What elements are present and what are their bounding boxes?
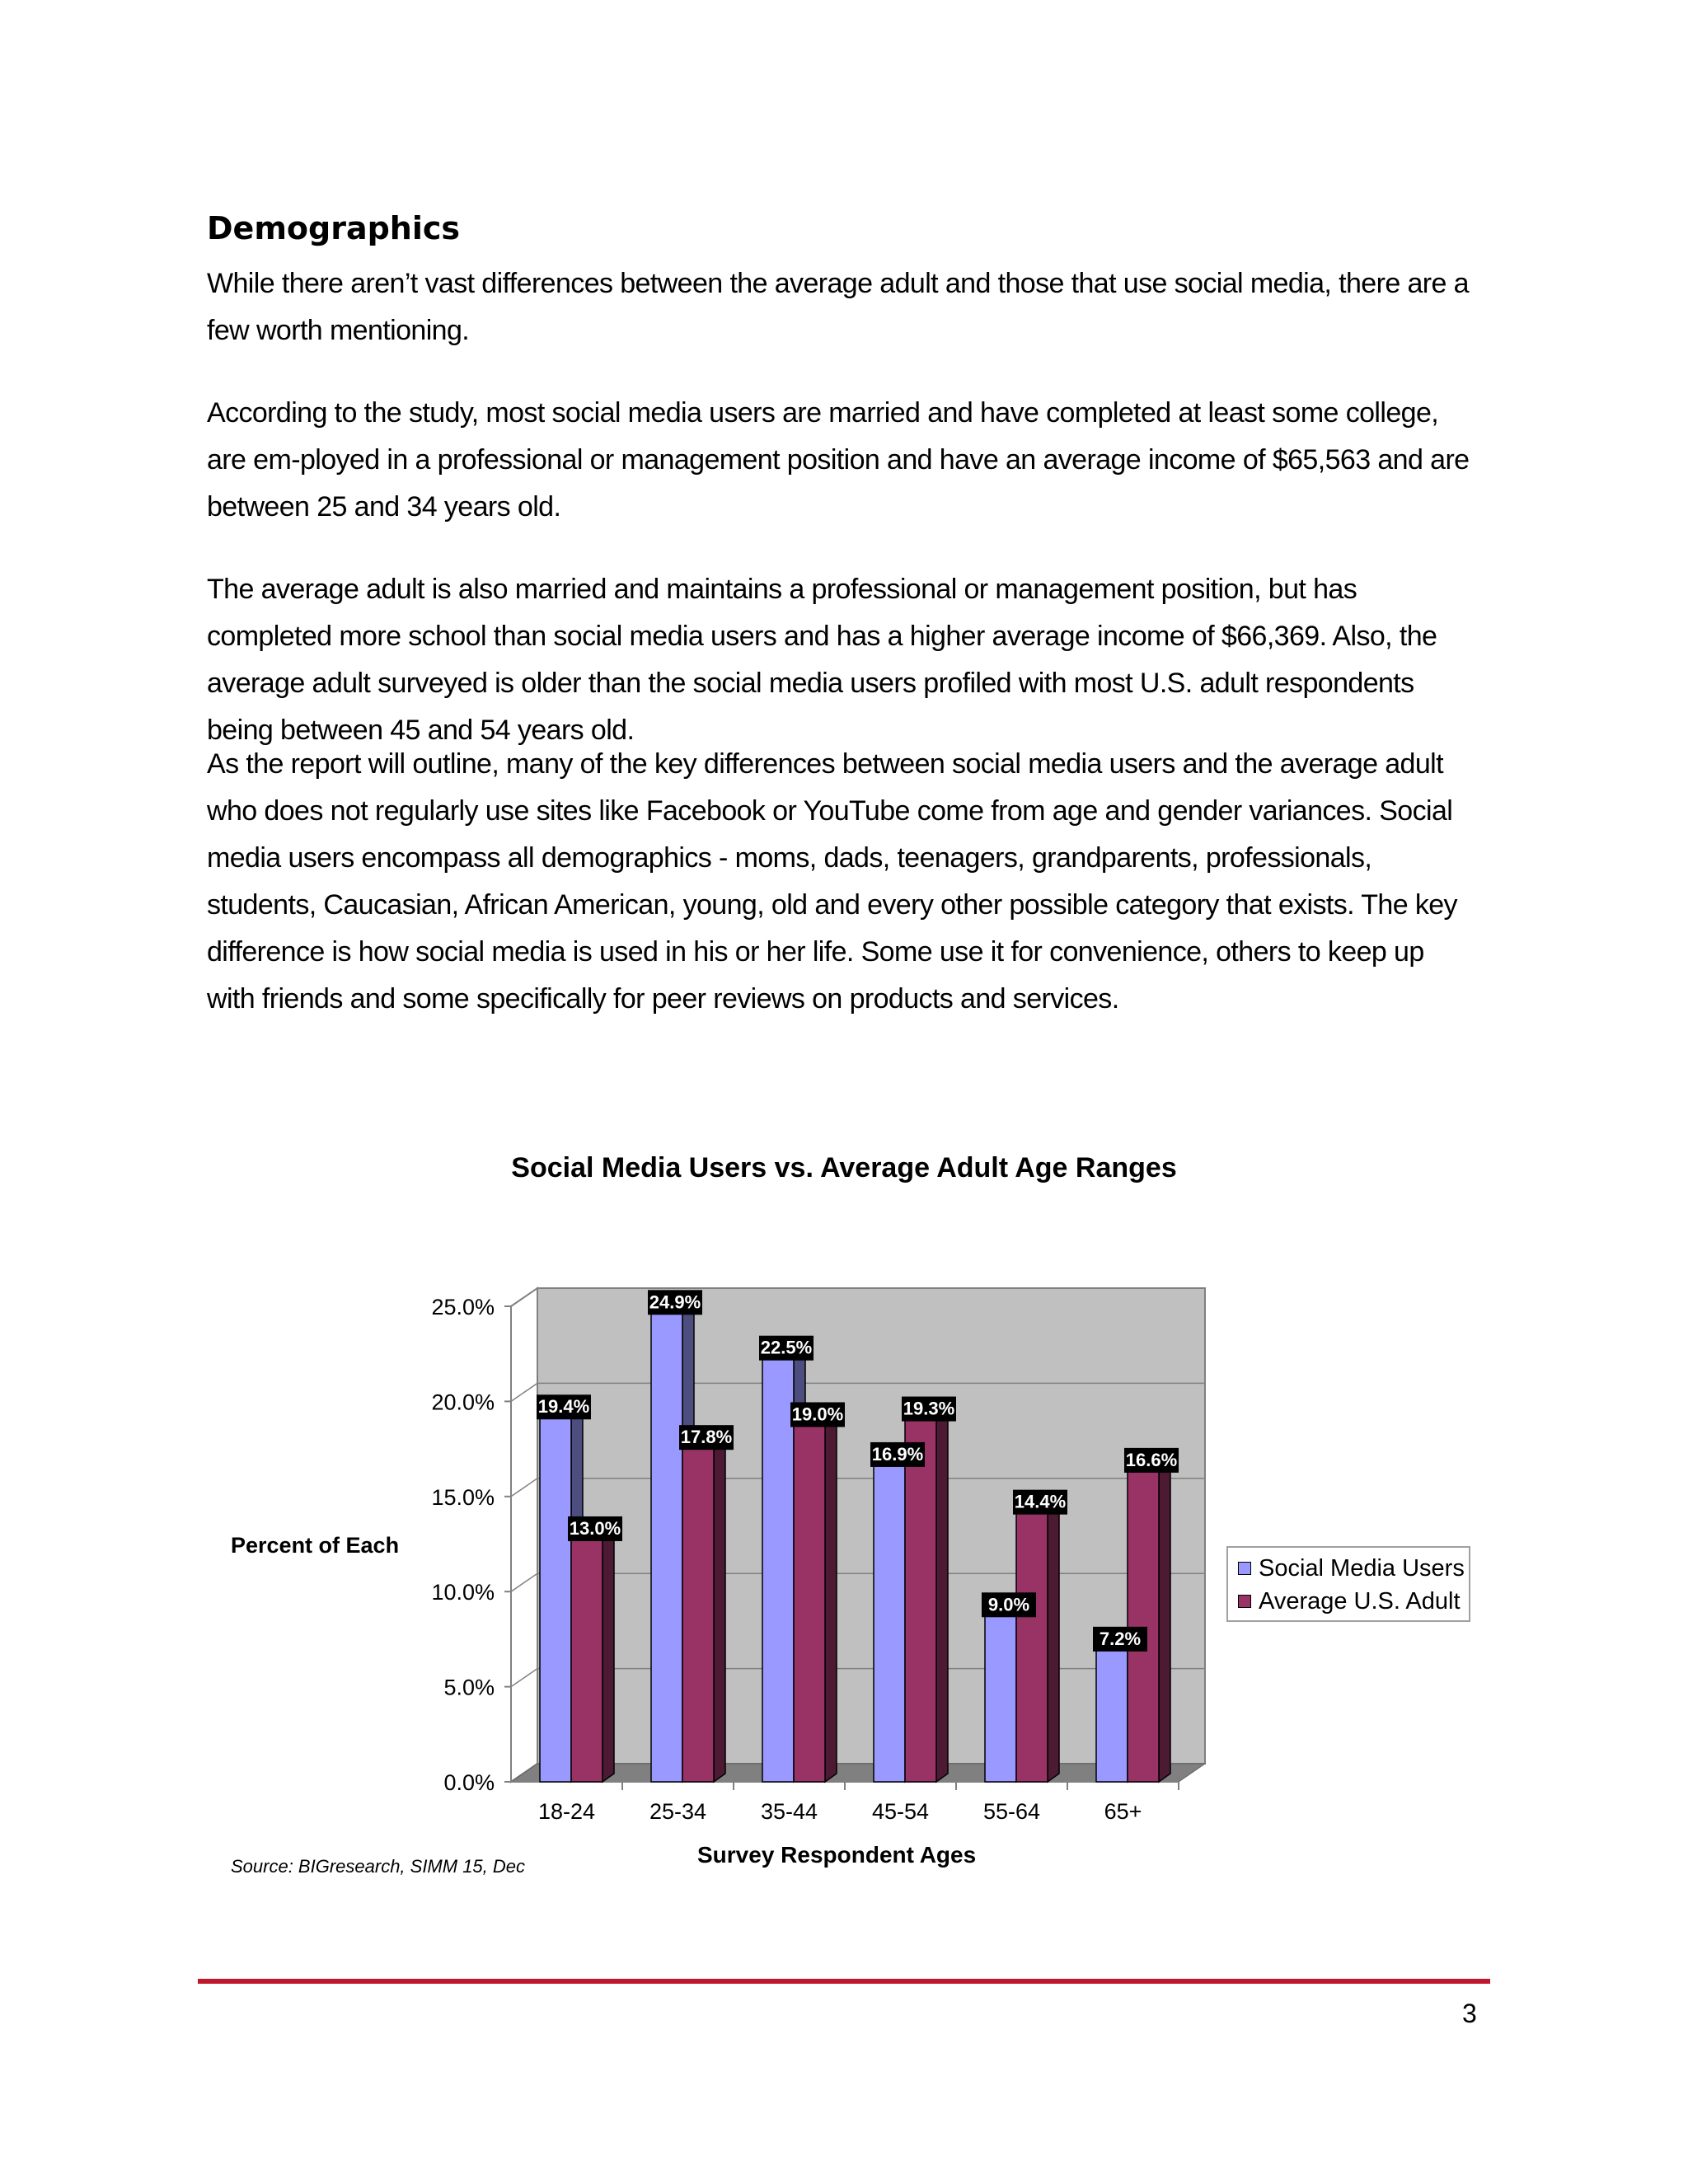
bar-average-u-s-adult-18-24: [571, 1526, 614, 1782]
data-label-text: 14.4%: [1014, 1491, 1067, 1512]
bar-front: [651, 1308, 682, 1782]
bar-front: [905, 1415, 936, 1782]
data-label-social-media-users-35-44: [759, 1336, 814, 1361]
section-heading: Demographics: [207, 210, 461, 246]
bar-front: [762, 1354, 794, 1782]
bar-side: [936, 1407, 948, 1782]
data-label-text: 16.6%: [1125, 1449, 1178, 1470]
paragraph-average-adult: The average adult is also married and maintains a professional or management position, but has completed more school than social media users and has a higher average income of $66,369. Also, the average adult surveyed is older than the social media users profiled with most U.S. adult respondents being between 45 and 54 years old.: [207, 574, 1437, 746]
plot-side-wall: [511, 1288, 537, 1782]
bar-front: [682, 1443, 714, 1782]
bar-average-u-s-adult-55-64: [1016, 1500, 1059, 1782]
data-label-text: 9.0%: [987, 1594, 1030, 1615]
page-number: 3: [1462, 1999, 1477, 2028]
source-note: Source: BIGresearch, SIMM 15, Dec: [231, 1856, 526, 1877]
legend-label-average-us-adult: Average U.S. Adult: [1259, 1587, 1461, 1615]
legend-label-social-media-users: Social Media Users: [1259, 1554, 1465, 1582]
data-label-text: 7.2%: [1099, 1628, 1142, 1649]
bar-front: [1016, 1508, 1048, 1782]
x-tick-label-35-44: 35-44: [760, 1799, 818, 1824]
data-label-text: 16.9%: [871, 1443, 924, 1465]
x-axis-title: Survey Respondent Ages: [697, 1842, 977, 1868]
bar-front: [1096, 1645, 1128, 1782]
bar-side: [603, 1526, 614, 1782]
chart-title: Social Media Users vs. Average Adult Age Ranges: [511, 1152, 1177, 1183]
data-label-average-u-s-adult-35-44: [790, 1402, 845, 1427]
bar-side: [714, 1435, 725, 1782]
chart-legend: [1226, 1546, 1470, 1622]
legend-swatch-social-media-users: [1238, 1562, 1251, 1575]
y-tick-label: 20.0%: [431, 1390, 495, 1415]
footer-rule: [198, 1979, 1490, 1984]
y-tick-label: 0.0%: [443, 1770, 495, 1795]
bar-front: [571, 1535, 603, 1782]
bar-average-u-s-adult-25-34: [682, 1435, 725, 1782]
x-tick-label-25-34: 25-34: [649, 1799, 707, 1824]
data-label-average-u-s-adult-55-64: [1013, 1490, 1067, 1515]
data-label-text: 19.0%: [791, 1404, 844, 1425]
bar-average-u-s-adult-65: [1128, 1458, 1170, 1782]
data-label-average-u-s-adult-65: [1124, 1448, 1179, 1473]
bar-average-u-s-adult-35-44: [794, 1412, 837, 1782]
bar-side: [1159, 1458, 1170, 1782]
data-label-text: 19.3%: [903, 1398, 955, 1419]
data-label-social-media-users-65: [1093, 1627, 1147, 1652]
data-label-text: 19.4%: [537, 1396, 590, 1418]
data-label-social-media-users-45-54: [870, 1442, 925, 1467]
bar-front: [985, 1610, 1016, 1782]
data-label-text: 13.0%: [569, 1517, 621, 1539]
y-tick-label: 10.0%: [431, 1580, 495, 1605]
bar-front: [874, 1460, 905, 1782]
data-label-social-media-users-55-64: [982, 1592, 1036, 1617]
legend-item-average-us-adult: [1238, 1585, 1469, 1618]
x-tick-label-18-24: 18-24: [537, 1799, 596, 1824]
data-label-average-u-s-adult-18-24: [568, 1516, 622, 1541]
bar-front: [540, 1413, 571, 1782]
x-tick-label-45-54: 45-54: [871, 1799, 930, 1824]
data-label-text: 17.8%: [680, 1427, 733, 1448]
y-tick-label: 25.0%: [431, 1295, 495, 1319]
paragraph-intro: While there aren’t vast differences between the average adult and those that use social media, there are a few worth mentioning.: [207, 268, 1469, 346]
data-label-social-media-users-25-34: [648, 1290, 702, 1315]
x-tick-label-65: 65+: [1104, 1799, 1142, 1824]
data-label-text: 24.9%: [649, 1291, 701, 1313]
data-label-social-media-users-18-24: [537, 1394, 591, 1419]
y-tick-label: 15.0%: [431, 1484, 495, 1510]
legend-swatch-average-us-adult: [1238, 1595, 1251, 1608]
y-axis-title: Percent of Each: [231, 1533, 400, 1558]
x-tick-label-55-64: 55-64: [982, 1799, 1041, 1824]
data-label-average-u-s-adult-25-34: [679, 1425, 734, 1450]
data-label-average-u-s-adult-45-54: [902, 1397, 956, 1422]
data-label-text: 22.5%: [760, 1337, 813, 1358]
bar-side: [1048, 1500, 1059, 1782]
bar-side: [825, 1412, 837, 1782]
legend-item-social-media-users: [1238, 1552, 1469, 1585]
bar-front: [1128, 1466, 1159, 1782]
bar-front: [794, 1420, 825, 1782]
paragraph-key-differences: As the report will outline, many of the key differences between social media users and the average adult who does not regularly use sites like Facebook or YouTube come from age and gender variances. Social media users encompass all demographics - moms, dads, teenagers, grandparents, professionals, students, Caucasian, African American, young, old and every other possible category that exists. The key difference is how social media is used in his or her life. Some use it for convenience, others to keep up with friends and some specifically for peer reviews on products and services.: [207, 748, 1457, 1015]
y-tick-label: 5.0%: [443, 1675, 495, 1700]
paragraph-social-media-users: According to the study, most social media users are married and have completed at least some college, are em-ployed in a professional or management position and have an average income of $65,563 and are between 25 and 34 years old.: [207, 397, 1470, 523]
